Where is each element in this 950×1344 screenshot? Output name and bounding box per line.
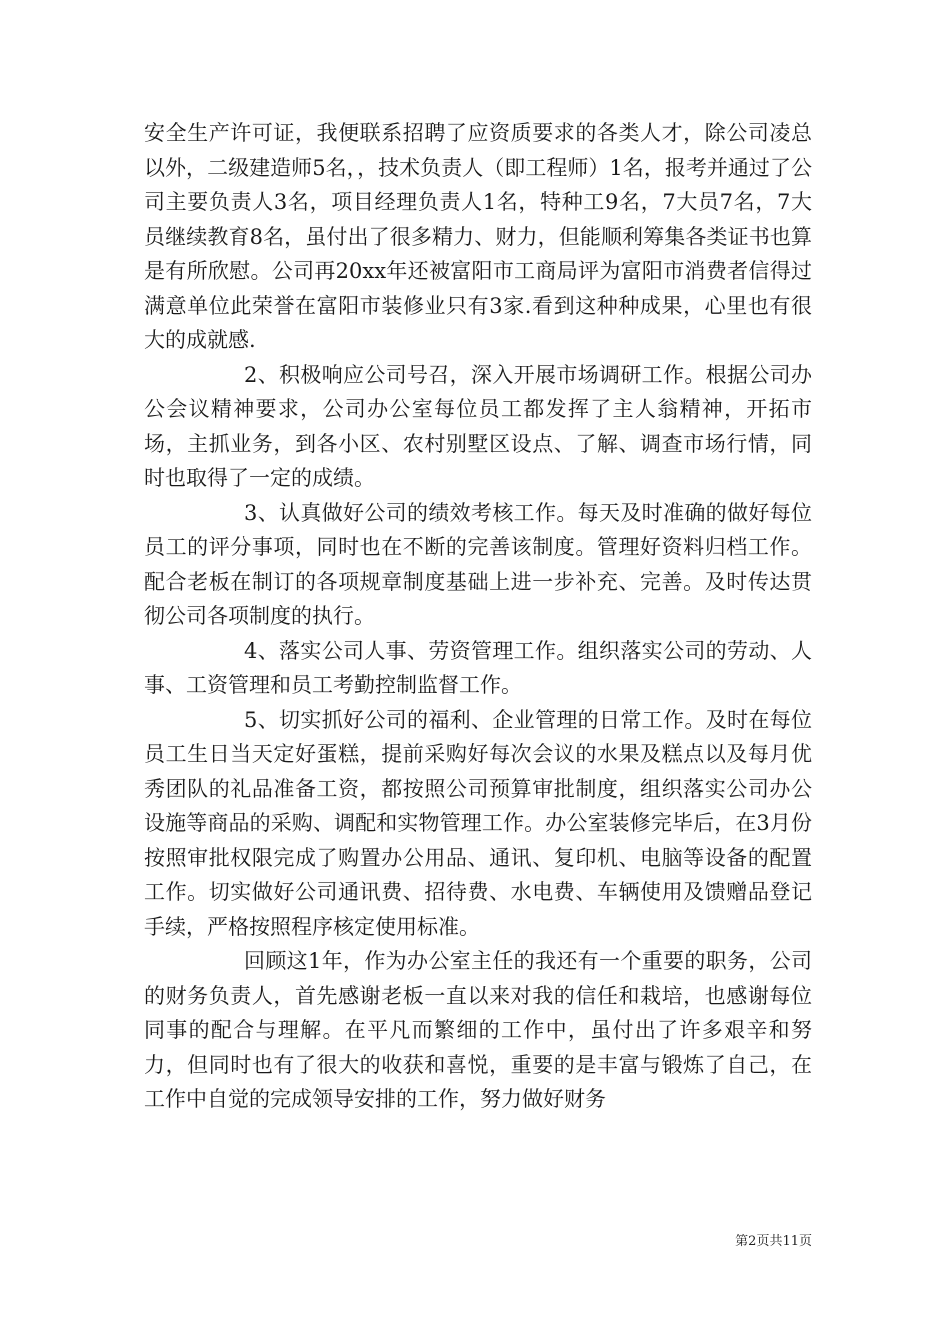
paragraph-2: 2、积极响应公司号召，深入开展市场调研工作。根据公司办公会议精神要求，公司办公室每位员工都发挥了主人翁精神，开拓市场，主抓业务，到各小区、农村别墅区设点、了解、调查市场行情，同时也取得了一定的成绩。 [144, 362, 812, 490]
paragraph-4: 4、落实公司人事、劳资管理工作。组织落实公司的劳动、人事、工资管理和员工考勤控制监督工作。 [144, 638, 812, 697]
paragraph-5: 5、切实抓好公司的福利、企业管理的日常工作。及时在每位员工生日当天定好蛋糕，提前采购好每次会议的水果及糕点以及每月优秀团队的礼品准备工资，都按照公司预算审批制度，组织落实公司办公设施等商品的采购、调配和实物管理工作。办公室装修完毕后，在3月份按照审批权限完成了购置办公用品、通讯、复印机、电脑等设备的配置工作。切实做好公司通讯费、招待费、水电费、车辆使用及馈赠品登记手续，严格按照程序核定使用标准。 [144, 707, 812, 939]
document-body [144, 116, 812, 1117]
page-number-footer: 第2页共11页 [735, 1234, 812, 1249]
paragraph-1: 安全生产许可证，我便联系招聘了应资质要求的各类人才，除公司凌总以外，二级建造师5名，，技术负责人（即工程师）1名，报考并通过了公司主要负责人3名，项目经理负责人1名，特种工9名，7大员7名，7大员继续教育8名，虽付出了很多精力、财力，但能顺利筹集各类证书也算是有所欣慰。公司再20xx年还被富阳市工商局评为富阳市消费者信得过满意单位此荣誉在富阳市装修业只有3家.看到这种种成果，心里也有很大的成就感. [144, 121, 812, 352]
paragraph-6: 回顾这1年，作为办公室主任的我还有一个重要的职务，公司的财务负责人，首先感谢老板一直以来对我的信任和栽培，也感谢每位同事的配合与理解。在平凡而繁细的工作中，虽付出了许多艰辛和努力，但同时也有了很大的收获和喜悦，重要的是丰富与锻炼了自己，在工作中自觉的完成领导安排的工作，努力做好财务 [144, 949, 812, 1111]
paragraph-3: 3、认真做好公司的绩效考核工作。每天及时准确的做好每位员工的评分事项，同时也在不断的完善该制度。管理好资料归档工作。配合老板在制订的各项规章制度基础上进一步补充、完善。及时传达贯彻公司各项制度的执行。 [144, 500, 812, 628]
